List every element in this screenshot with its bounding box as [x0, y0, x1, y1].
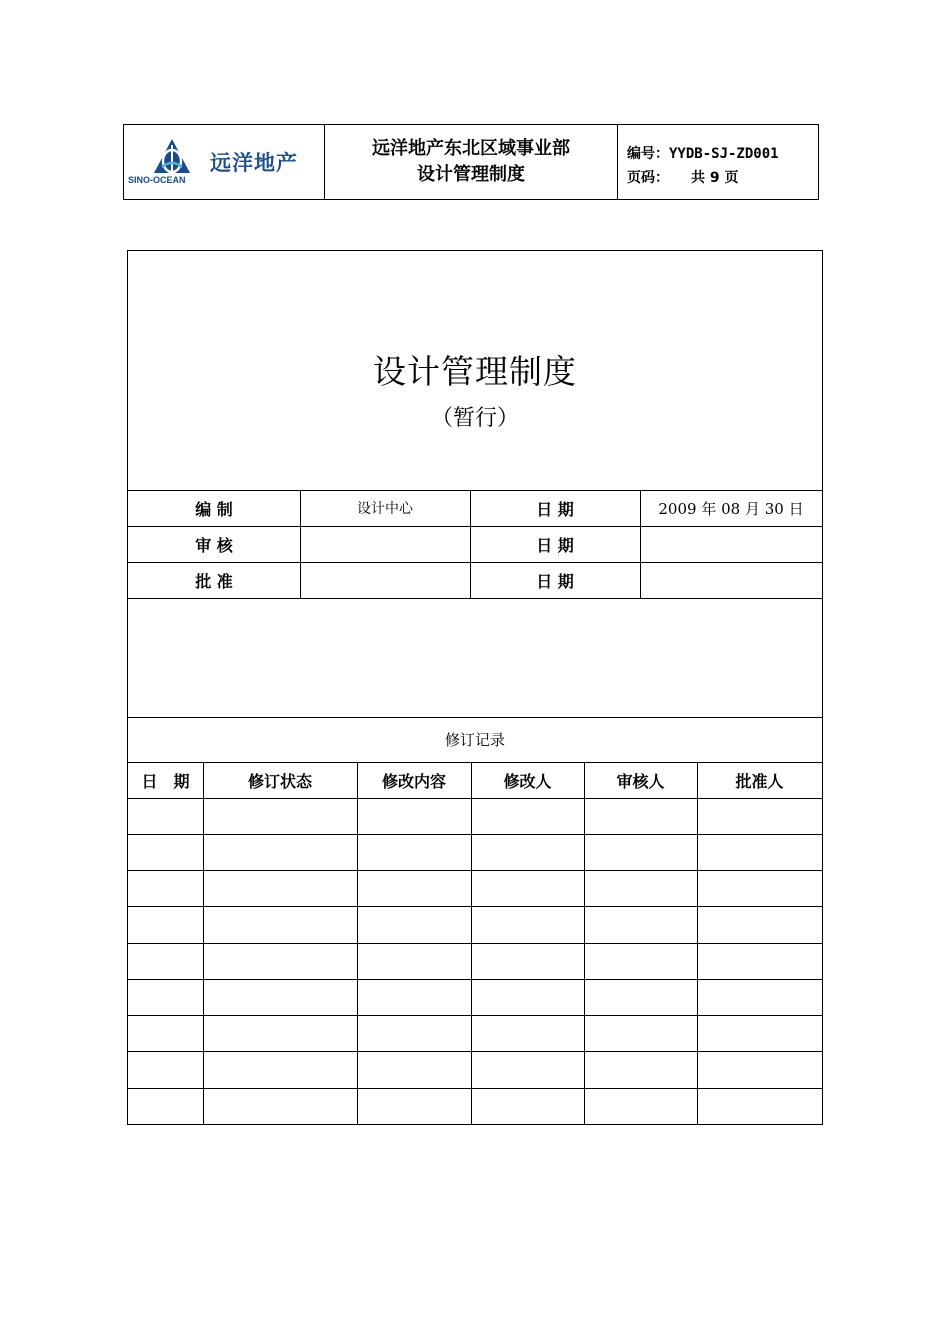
- table-row: [128, 906, 822, 907]
- approval-date-value: [640, 526, 822, 562]
- header-title: [325, 125, 618, 199]
- table-row: [128, 1051, 822, 1052]
- revision-header-reviewer: 审核人: [616, 771, 665, 791]
- header-info: [618, 125, 818, 199]
- approval-role-approve: 批 准: [195, 571, 233, 591]
- revision-header-modifier: 修改人: [503, 771, 552, 791]
- revision-header-status: 修订状态: [247, 771, 312, 791]
- table-row: [128, 798, 822, 799]
- logo-chinese-text: 远洋地产: [210, 151, 298, 175]
- cover-table: [127, 250, 823, 1125]
- table-row: [128, 943, 822, 944]
- document-code: [627, 143, 779, 163]
- table-row: [128, 870, 822, 871]
- approval-date-value: 2009 年 08 月 30 日: [658, 499, 804, 518]
- code-value: YYDB-SJ-ZD001: [669, 146, 779, 162]
- logo-cell: [124, 125, 325, 199]
- revision-header-date: 日 期: [141, 771, 190, 791]
- divider: [357, 762, 358, 1124]
- approval-date-label: 日 期: [536, 499, 574, 519]
- table-row: [128, 1088, 822, 1089]
- page-header: [123, 124, 819, 200]
- divider: [584, 762, 585, 1124]
- document-title: 设计管理制度: [373, 352, 577, 391]
- revision-header-approver: 批准人: [735, 771, 784, 791]
- approval-date-label: 日 期: [536, 571, 574, 591]
- approval-role-compile: 编 制: [195, 499, 233, 519]
- revision-record-title: 修订记录: [444, 731, 505, 749]
- page-count: [627, 167, 739, 187]
- approval-date-label: 日 期: [536, 535, 574, 555]
- approval-value-approve: [300, 562, 470, 598]
- divider: [128, 598, 822, 599]
- approval-date-value: [640, 562, 822, 598]
- sino-ocean-logo-icon: [152, 137, 192, 177]
- table-row: [128, 834, 822, 835]
- table-row: [128, 979, 822, 980]
- logo-english-text: SINO-OCEAN: [128, 175, 186, 185]
- divider: [203, 762, 204, 1124]
- code-label: 编号：: [627, 146, 669, 162]
- page-label: 页码：: [627, 170, 669, 186]
- document-subtitle: （暂行）: [430, 406, 519, 431]
- divider: [697, 762, 698, 1124]
- revision-header-content: 修改内容: [381, 771, 446, 791]
- header-title-line1: 远洋地产东北区域事业部: [372, 138, 570, 159]
- header-title-line2: 设计管理制度: [417, 164, 525, 185]
- approval-value-review: [300, 526, 470, 562]
- divider: [471, 762, 472, 1124]
- approval-value-compile: 设计中心: [357, 501, 413, 517]
- approval-role-review: 审 核: [195, 535, 233, 555]
- table-row: [128, 1015, 822, 1016]
- page-value: 共 9 页: [691, 170, 739, 186]
